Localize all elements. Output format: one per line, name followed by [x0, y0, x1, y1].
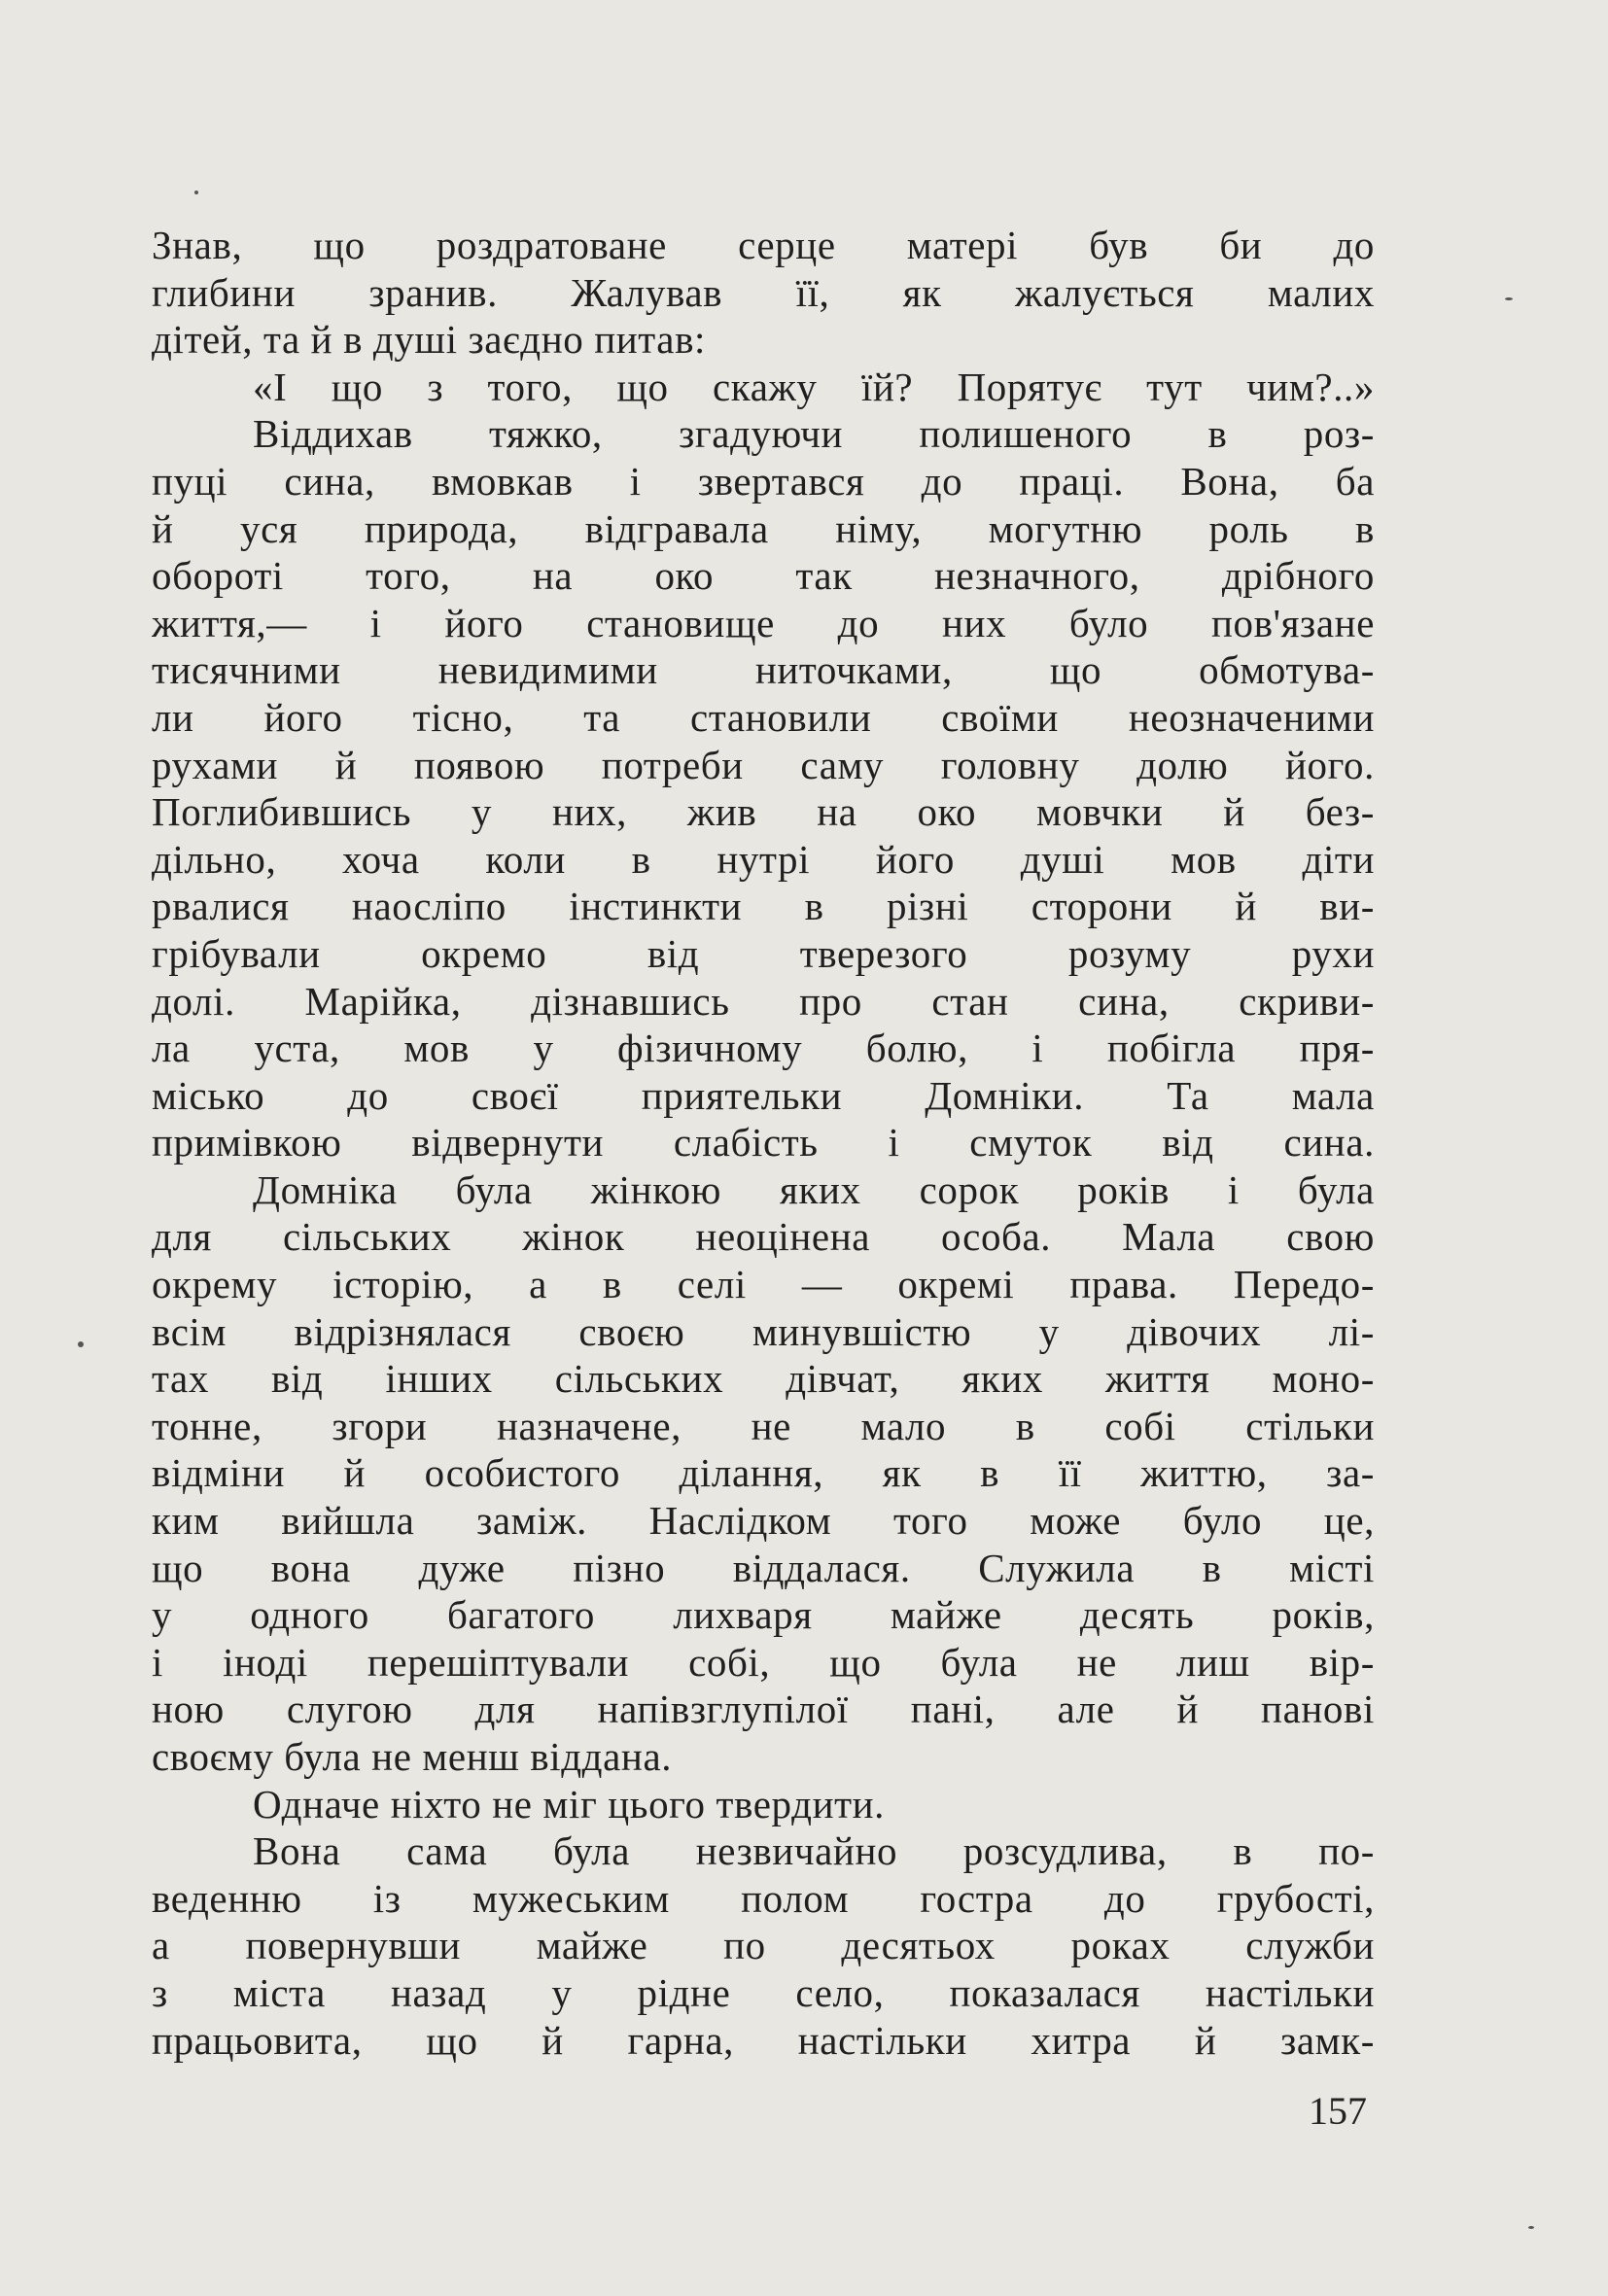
text-line: ким вийшла заміж. Наслідком того може було це,	[152, 1498, 1375, 1544]
text-line: відміни й особистого ділання, як в її життю, за-	[152, 1450, 1375, 1496]
text-line: рухами й появою потреби саму головну долю його.	[152, 742, 1375, 787]
text-line: для сільських жінок неоцінена особа. Мала свою	[152, 1214, 1375, 1260]
text-line: обороті того, на око так незначного, дрібного	[152, 553, 1375, 599]
scan-speck	[1505, 297, 1513, 300]
text-line: і іноді перешіптували собі, що була не лиш вір-	[152, 1639, 1375, 1685]
text-line: тисячними невидимими ниточками, що обмотува-	[152, 647, 1375, 693]
page-number: 157	[1309, 2089, 1367, 2133]
text-line: а повернувши майже по десятьох роках служби	[152, 1923, 1375, 1968]
text-line: окрему історію, а в селі — окремі права. Передо-	[152, 1262, 1375, 1307]
text-line: рвалися наосліпо інстинкти в різні сторони й ви-	[152, 884, 1375, 929]
text-line: тах від інших сільських дівчат, яких життя моно-	[152, 1356, 1375, 1402]
text-line: місько до своєї приятельки Домніки. Та мала	[152, 1072, 1375, 1118]
text-line: Одначе ніхто не міг цього твердити.	[253, 1781, 886, 1826]
text-line: працьовита, що й гарна, настільки хитра й замк-	[152, 2017, 1375, 2063]
text-line: Вона сама була незвичайно розсудлива, в по-	[253, 1828, 1375, 1874]
text-line: що вона дуже пізно віддалася. Служила в місті	[152, 1545, 1375, 1590]
text-line: Знав, що роздратоване серце матері був би до	[152, 223, 1375, 267]
text-line: й уся природа, відгравала німу, могутню роль в	[152, 505, 1375, 551]
text-line: примівкою відвернути слабість і смуток від сина.	[152, 1120, 1375, 1165]
scan-speck	[78, 1341, 84, 1347]
scan-speck	[1528, 2226, 1534, 2229]
text-line: Віддихав тяжко, згадуючи полишеного в роз-	[253, 411, 1375, 457]
text-line: дітей, та й в душі заєдно питав:	[152, 317, 707, 363]
text-line: своєму була не менш віддана.	[152, 1734, 673, 1779]
text-line: всім відрізнялася своєю минувшістю у дівочих лі-	[152, 1308, 1375, 1354]
text-line: дільно, хоча коли в нутрі його душі мов діти	[152, 836, 1375, 882]
text-line: Домніка була жінкою яких сорок років і була	[253, 1166, 1375, 1212]
text-line: у одного багатого лихваря майже десять років,	[152, 1592, 1375, 1638]
body-text	[152, 222, 1375, 2064]
text-line: пуці сина, вмовкав і звертався до праці. Вона, ба	[152, 458, 1375, 504]
text-line: ли його тісно, та становили своїми неозначеними	[152, 694, 1375, 740]
text-line: життя,— і його становище до них було пов'язане	[152, 600, 1375, 645]
text-line: ла уста, мов у фізичному болю, і побігла пря-	[152, 1026, 1375, 1071]
text-line: з міста назад у рідне село, показалася настільки	[152, 1969, 1375, 2015]
text-line: Поглибившись у них, жив на око мовчки й без-	[152, 789, 1375, 835]
scan-speck	[194, 191, 198, 194]
text-line: тонне, згори назначене, не мало в собі стільки	[152, 1403, 1375, 1448]
text-line: долі. Марійка, дізнавшись про стан сина, скриви-	[152, 978, 1375, 1024]
text-line: «І що з того, що скажу їй? Порятує тут чим?..»	[253, 364, 1375, 409]
text-line: глибини зранив. Жалував її, як жалується малих	[152, 269, 1375, 315]
text-line: грібували окремо від тверезого розуму рухи	[152, 930, 1375, 976]
text-line: веденню із мужеським полом гостра до грубості,	[152, 1875, 1375, 1921]
text-line: ною слугою для напівзглупілої пані, але й панові	[152, 1687, 1375, 1732]
